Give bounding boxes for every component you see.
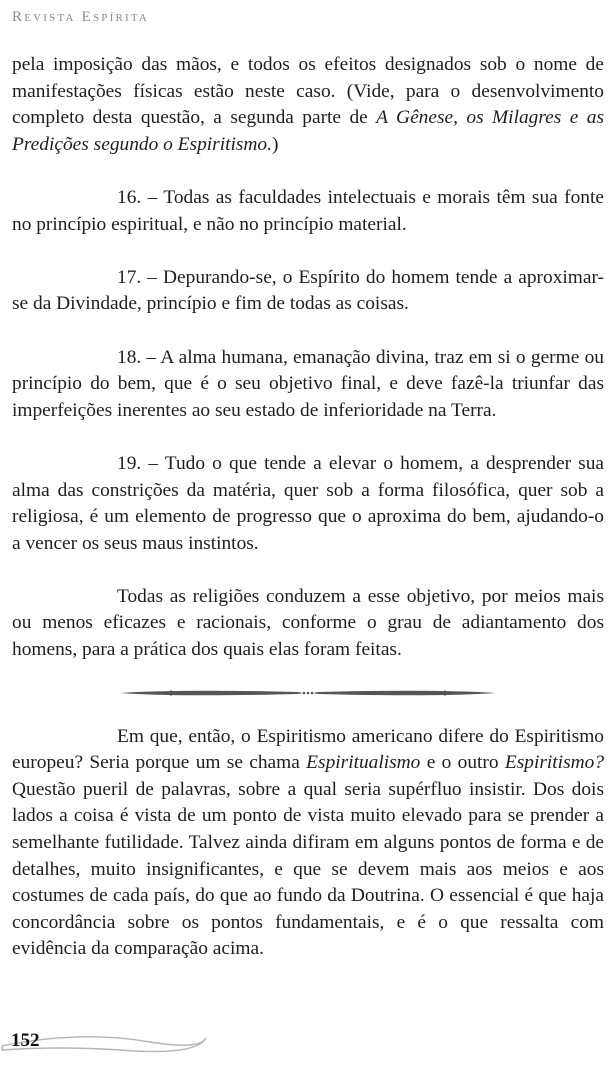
book-title: A Gênese, os Milagres e as Predições segundo o Espiritismo. [12,107,604,155]
paragraph-text: e o outro [420,752,505,774]
paragraph-text: Questão pueril de palavras, sobre a qual seria supérfluo insistir. Dos dois lados a coisa é vista de um ponto de vista muito elevado para se prender a semelhante futilidade. Talvez ainda difiram em alguns pontos de forma e de detalhes, muito insignificantes, e que se devem mais aos meios e aos costumes de cada país, do que ao fundo da Doutrina. O essencial é que haja concordância sobre os pontos fundamentais, e é o que ressalta com evidência da comparação acima. [12,778,604,960]
paragraph-item-17: 17. – Depurando-se, o Espírito do homem tende a aproximar-se da Divindade, princípio e fim de todas as coisas. [12,266,604,315]
page-number: 152 [11,1030,40,1051]
paragraph-text: Em que, então, o Espiritismo americano difere do Espiritismo europeu? Seria porque um se chama [12,725,604,774]
paragraph-continuation [12,52,604,158]
term-espiritismo: Espiritismo? [504,752,605,774]
paragraph-text: ) [271,133,279,155]
paragraph-text: pela imposição das mãos, e todos os efeitos designados sob o nome de manifestações físicas estão neste caso. (Vide, para o desenvolvimento completo desta questão, a segunda parte de [12,54,604,129]
paragraph-item-16: 16. – Todas as faculdades intelectuais e morais têm sua fonte no princípio espiritual, e não no princípio material. [12,186,604,235]
ornament-divider [118,686,498,700]
paragraph-item-19: 19. – Tudo o que tende a elevar o homem, a desprender sua alma das constrições da matéria, quer sob a forma filosófica, quer sob a religiosa, é um elemento de progresso que o aproxima do bem, ajudando-o a vencer os seus maus instintos. [12,452,604,554]
page-body [12,52,604,963]
paragraph-closing [12,724,604,963]
paragraph-religions: Todas as religiões conduzem a esse objetivo, por meios mais ou menos eficazes e racionais, conforme o grau de adiantamento dos homens, para a prática dos quais elas foram feitas. [12,585,604,661]
paragraph-item-18: 18. – A alma humana, emanação divina, traz em si o germe ou princípio do bem, que é o seu objetivo final, e deve fazê-la triunfar das imperfeições inerentes ao seu estado de inferioridade na Terra. [12,346,604,421]
running-head: Revista Espírita [12,9,150,25]
term-espiritualismo: Espiritualismo [306,752,421,774]
